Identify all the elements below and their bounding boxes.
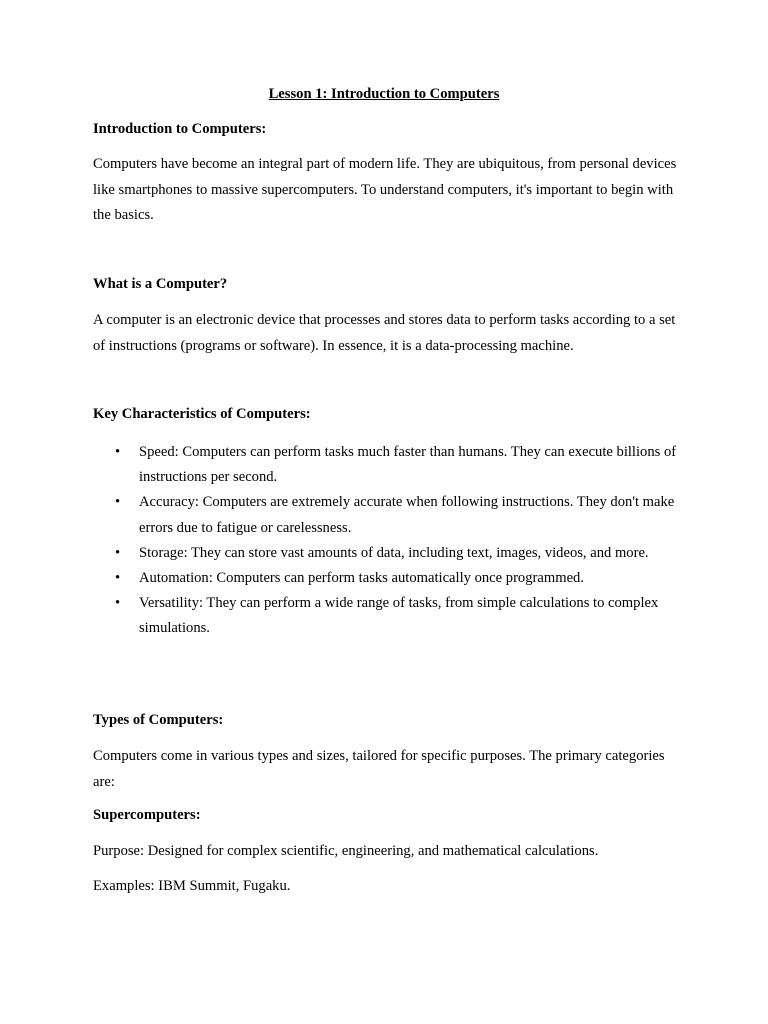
bullet-icon: • <box>115 544 121 561</box>
list-item <box>93 591 683 641</box>
list-item <box>93 440 683 490</box>
bullet-icon: • <box>115 494 121 511</box>
intro-heading: Introduction to Computers: <box>93 121 267 137</box>
list-item <box>93 490 683 540</box>
list-item-text: Automation: Computers can perform tasks automatically once programmed. <box>139 570 584 587</box>
list-item-text: Accuracy: Computers are extremely accurate when following instructions. They don't make errors due to fatigue or carelessness. <box>139 494 675 536</box>
what-paragraph: A computer is an electronic device that processes and stores data to perform tasks according to a set of instructions (programs or software). In essence, it is a data-processing machine. <box>93 312 676 354</box>
supercomputers-heading: Supercomputers: <box>93 807 201 823</box>
bullet-icon: • <box>115 570 121 587</box>
list-item-text: Speed: Computers can perform tasks much faster than humans. They can execute billions of instructions per second. <box>139 444 677 486</box>
bullet-icon: • <box>115 444 121 460</box>
types-paragraph: Computers come in various types and sizes, tailored for specific purposes. The primary categories are: <box>93 748 665 790</box>
supercomputers-purpose: Purpose: Designed for complex scientific, engineering, and mathematical calculations. <box>93 843 599 859</box>
intro-paragraph: Computers have become an integral part of modern life. They are ubiquitous, from personal devices like smartphones to massive supercomputers. To understand computers, it's important to begin with the basics. <box>93 156 677 223</box>
what-heading: What is a Computer? <box>93 276 228 292</box>
bullet-icon: • <box>115 595 121 612</box>
characteristics-list <box>93 440 683 642</box>
types-heading: Types of Computers: <box>93 712 224 728</box>
list-item-text: Storage: They can store vast amounts of data, including text, images, videos, and more. <box>139 544 649 561</box>
page-title: Lesson 1: Introduction to Computers <box>268 86 500 102</box>
list-item <box>93 541 683 566</box>
list-item-text: Versatility: They can perform a wide range of tasks, from simple calculations to complex simulations. <box>139 595 659 637</box>
supercomputers-examples: Examples: IBM Summit, Fugaku. <box>93 878 291 894</box>
characteristics-heading: Key Characteristics of Computers: <box>93 406 311 422</box>
list-item <box>93 566 683 591</box>
